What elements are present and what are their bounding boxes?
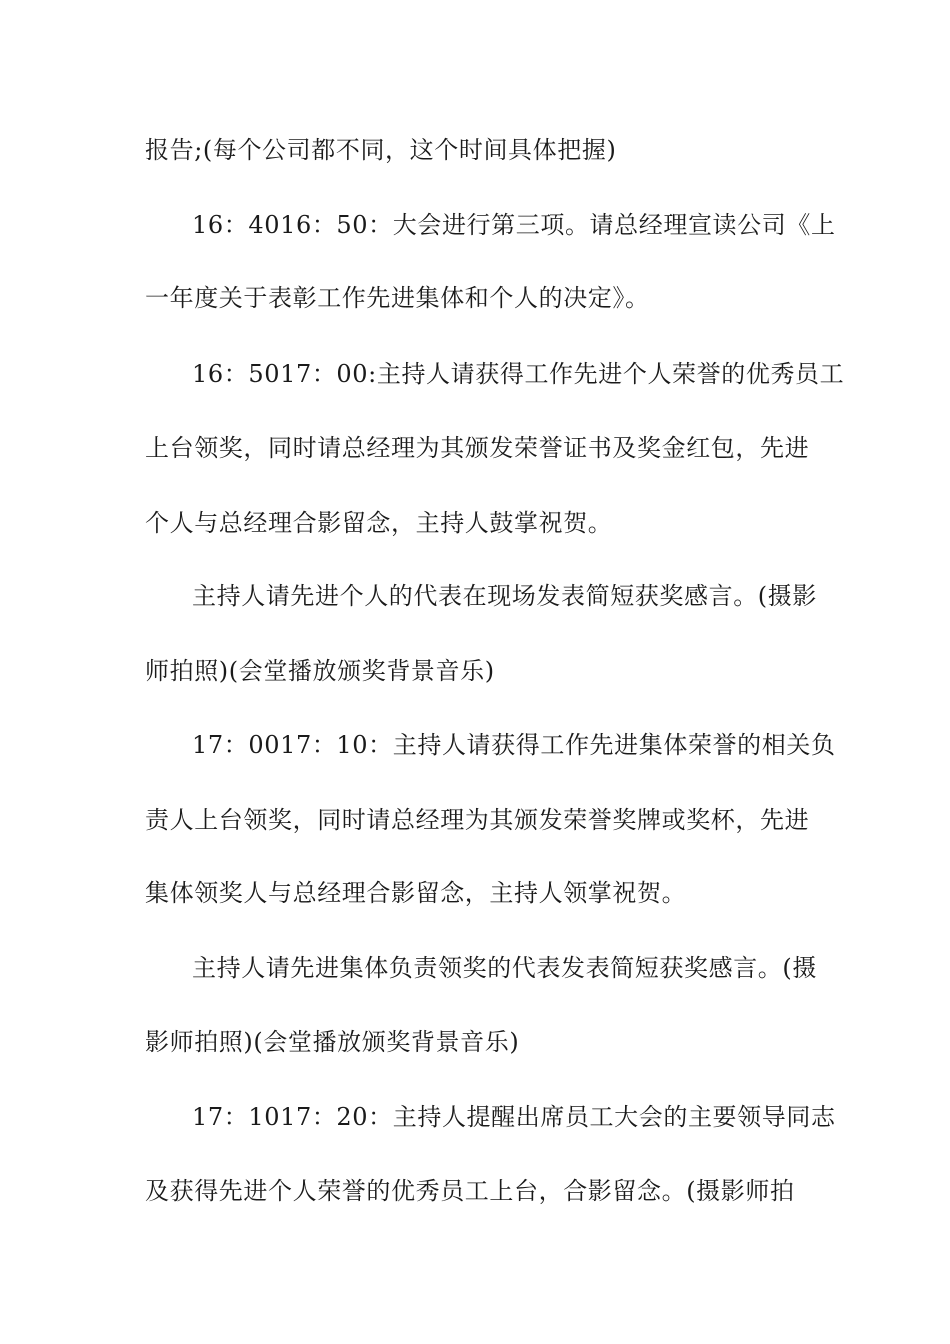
text-line: 上台领奖，同时请总经理为其颁发荣誉证书及奖金红包，先进: [145, 434, 810, 462]
text-line: 责人上台领奖，同时请总经理为其颁发荣誉奖牌或奖杯，先进: [145, 806, 810, 834]
paragraph-first-line: 主持人请先进个人的代表在现场发表简短获奖感言。(摄影: [192, 582, 817, 610]
text-line: 师拍照)(会堂播放颁奖背景音乐): [145, 657, 495, 685]
paragraph-first-line: 17：0017：10：主持人请获得工作先进集体荣誉的相关负: [192, 731, 836, 759]
text-line: 集体领奖人与总经理合影留念，主持人领掌祝贺。: [145, 879, 687, 907]
paragraph-first-line: 16：4016：50：大会进行第三项。请总经理宣读公司《上: [192, 211, 836, 239]
text-line: 报告;(每个公司都不同，这个时间具体把握): [145, 136, 617, 164]
text-line: 影师拍照)(会堂播放颁奖背景音乐): [145, 1028, 520, 1056]
text-line: 一年度关于表彰工作先进集体和个人的决定》。: [145, 284, 650, 312]
paragraph-first-line: 16：5017：00:主持人请获得工作先进个人荣誉的优秀员工: [192, 360, 845, 388]
paragraph-first-line: 主持人请先进集体负责领奖的代表发表简短获奖感言。(摄: [192, 954, 817, 982]
paragraph-first-line: 17：1017：20：主持人提醒出席员工大会的主要领导同志: [192, 1103, 836, 1131]
text-line: 个人与总经理合影留念，主持人鼓掌祝贺。: [145, 509, 613, 537]
text-line: 及获得先进个人荣誉的优秀员工上台，合影留念。(摄影师拍: [145, 1177, 795, 1205]
